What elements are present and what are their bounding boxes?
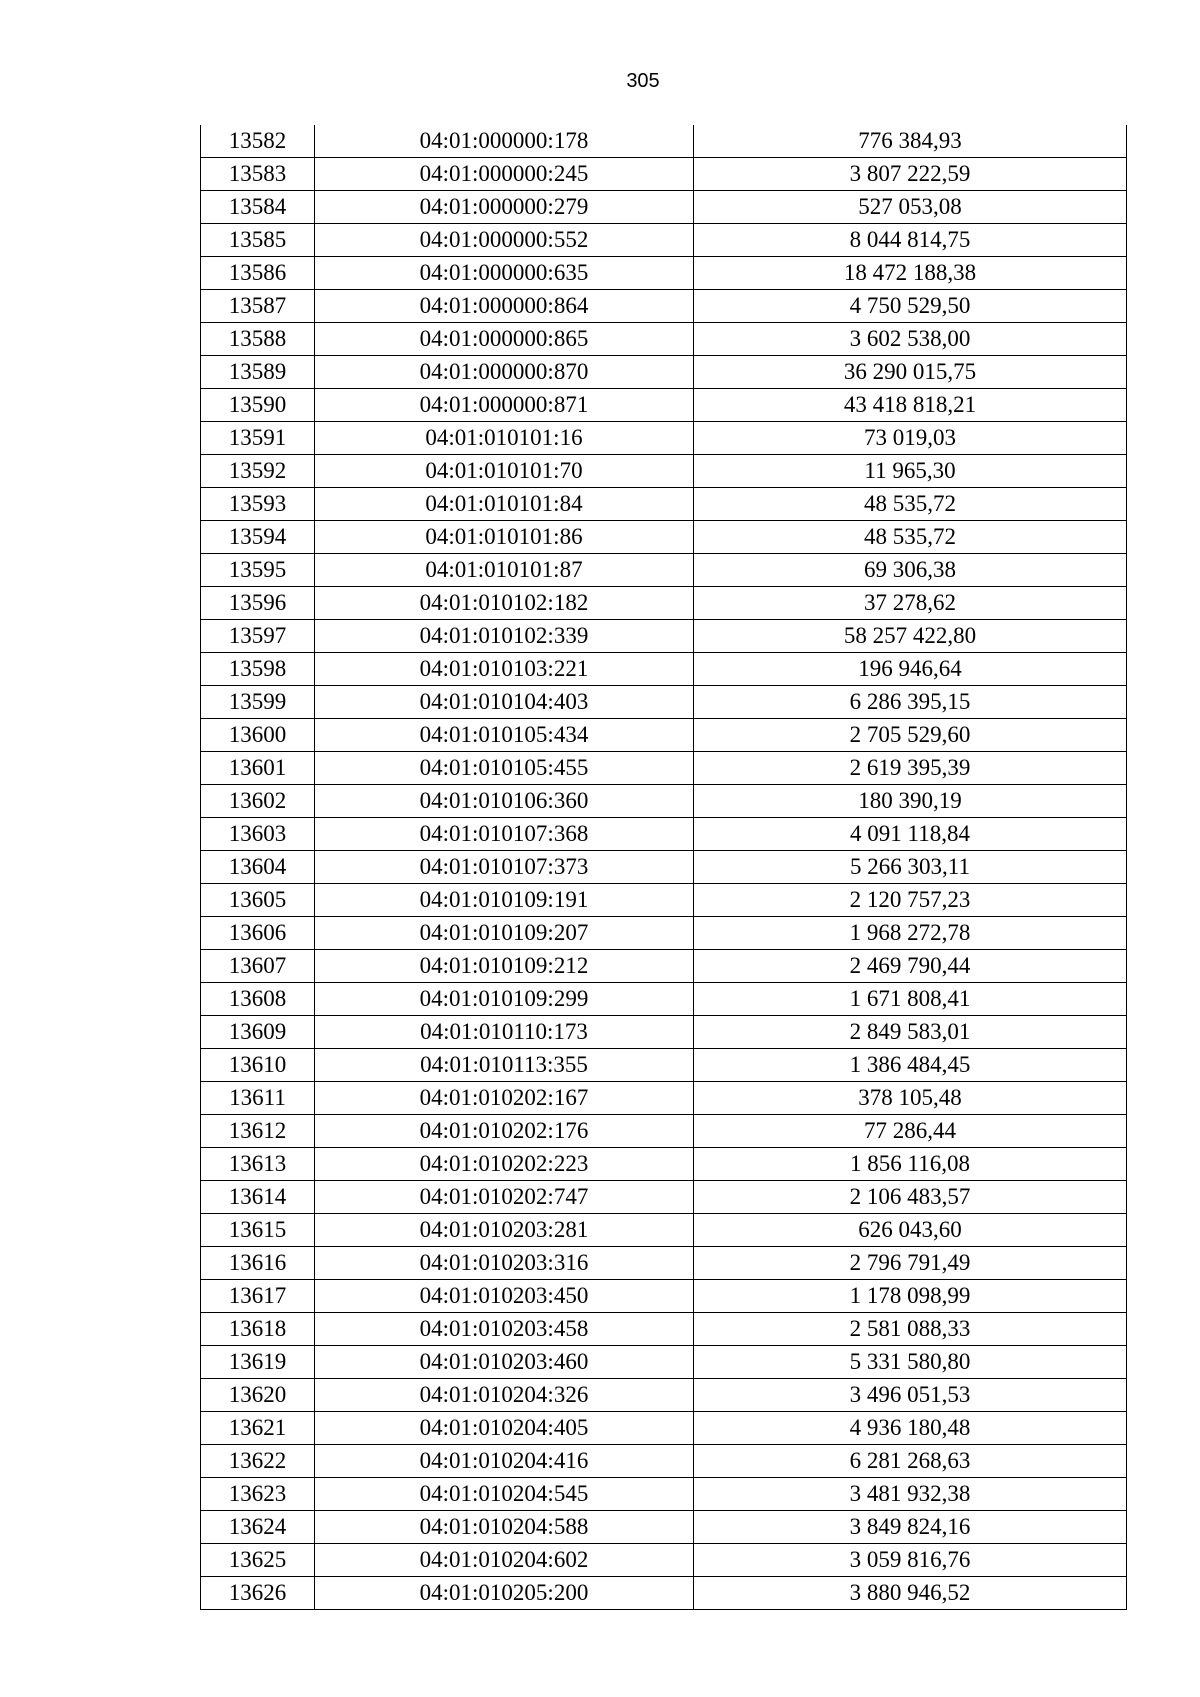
cadastral-value-cell: 5 266 303,11 (694, 851, 1127, 884)
table-row (201, 224, 1127, 257)
cadastral-number-cell: 04:01:010110:173 (315, 1016, 694, 1049)
cadastral-value-cell: 69 306,38 (694, 554, 1127, 587)
cadastral-value-cell: 2 619 395,39 (694, 752, 1127, 785)
cadastral-number-cell: 04:01:010109:212 (315, 950, 694, 983)
table-row (201, 1181, 1127, 1214)
table-row (201, 455, 1127, 488)
table-row (201, 1148, 1127, 1181)
table-row (201, 323, 1127, 356)
cadastral-number-cell: 04:01:010204:405 (315, 1412, 694, 1445)
table-row (201, 1016, 1127, 1049)
cadastral-number-cell: 04:01:010204:416 (315, 1445, 694, 1478)
row-number-cell: 13616 (201, 1247, 315, 1280)
row-number-cell: 13606 (201, 917, 315, 950)
table-row (201, 983, 1127, 1016)
cadastral-value-cell: 3 059 816,76 (694, 1544, 1127, 1577)
table-row (201, 1346, 1127, 1379)
table-row (201, 719, 1127, 752)
table-row (201, 356, 1127, 389)
row-number-cell: 13607 (201, 950, 315, 983)
cadastral-value-cell: 1 968 272,78 (694, 917, 1127, 950)
row-number-cell: 13626 (201, 1577, 315, 1610)
cadastral-value-cell: 2 581 088,33 (694, 1313, 1127, 1346)
table-row (201, 851, 1127, 884)
cadastral-number-cell: 04:01:010204:588 (315, 1511, 694, 1544)
table-row (201, 389, 1127, 422)
cadastral-number-cell: 04:01:010104:403 (315, 686, 694, 719)
cadastral-value-cell: 2 705 529,60 (694, 719, 1127, 752)
row-number-cell: 13618 (201, 1313, 315, 1346)
cadastral-number-cell: 04:01:010105:434 (315, 719, 694, 752)
table-row (201, 1082, 1127, 1115)
cadastral-value-cell: 1 386 484,45 (694, 1049, 1127, 1082)
table-row (201, 1280, 1127, 1313)
cadastral-number-cell: 04:01:010101:16 (315, 422, 694, 455)
cadastral-value-cell: 1 178 098,99 (694, 1280, 1127, 1313)
cadastral-number-cell: 04:01:010105:455 (315, 752, 694, 785)
cadastral-value-cell: 8 044 814,75 (694, 224, 1127, 257)
table-row (201, 422, 1127, 455)
row-number-cell: 13615 (201, 1214, 315, 1247)
cadastral-number-cell: 04:01:010204:602 (315, 1544, 694, 1577)
cadastral-value-cell: 196 946,64 (694, 653, 1127, 686)
row-number-cell: 13620 (201, 1379, 315, 1412)
row-number-cell: 13601 (201, 752, 315, 785)
cadastral-value-cell: 5 331 580,80 (694, 1346, 1127, 1379)
row-number-cell: 13610 (201, 1049, 315, 1082)
table-row (201, 1478, 1127, 1511)
cadastral-value-cell: 77 286,44 (694, 1115, 1127, 1148)
row-number-cell: 13603 (201, 818, 315, 851)
row-number-cell: 13591 (201, 422, 315, 455)
row-number-cell: 13613 (201, 1148, 315, 1181)
cadastral-value-cell: 58 257 422,80 (694, 620, 1127, 653)
cadastral-number-cell: 04:01:010202:176 (315, 1115, 694, 1148)
table-row (201, 1313, 1127, 1346)
cadastral-value-cell: 180 390,19 (694, 785, 1127, 818)
table-row (201, 158, 1127, 191)
cadastral-value-cell: 73 019,03 (694, 422, 1127, 455)
cadastral-number-cell: 04:01:010203:450 (315, 1280, 694, 1313)
row-number-cell: 13582 (201, 125, 315, 158)
cadastral-number-cell: 04:01:010204:545 (315, 1478, 694, 1511)
row-number-cell: 13612 (201, 1115, 315, 1148)
table-row (201, 884, 1127, 917)
row-number-cell: 13594 (201, 521, 315, 554)
table-row (201, 785, 1127, 818)
row-number-cell: 13588 (201, 323, 315, 356)
cadastral-value-cell: 2 120 757,23 (694, 884, 1127, 917)
cadastral-number-cell: 04:01:000000:870 (315, 356, 694, 389)
cadastral-number-cell: 04:01:010102:339 (315, 620, 694, 653)
table-row (201, 1379, 1127, 1412)
row-number-cell: 13621 (201, 1412, 315, 1445)
cadastral-value-cell: 1 856 116,08 (694, 1148, 1127, 1181)
cadastral-value-cell: 776 384,93 (694, 125, 1127, 158)
cadastral-number-cell: 04:01:010205:200 (315, 1577, 694, 1610)
table-row (201, 1544, 1127, 1577)
cadastral-value-cell: 36 290 015,75 (694, 356, 1127, 389)
cadastral-number-cell: 04:01:000000:635 (315, 257, 694, 290)
table-row (201, 917, 1127, 950)
row-number-cell: 13611 (201, 1082, 315, 1115)
cadastral-value-cell: 11 965,30 (694, 455, 1127, 488)
cadastral-number-cell: 04:01:010101:87 (315, 554, 694, 587)
row-number-cell: 13609 (201, 1016, 315, 1049)
cadastral-value-cell: 2 849 583,01 (694, 1016, 1127, 1049)
page-number: 305 (626, 70, 660, 92)
table-row (201, 1247, 1127, 1280)
cadastral-value-cell: 37 278,62 (694, 587, 1127, 620)
cadastral-number-cell: 04:01:010102:182 (315, 587, 694, 620)
table-row (201, 653, 1127, 686)
cadastral-number-cell: 04:01:010203:281 (315, 1214, 694, 1247)
row-number-cell: 13622 (201, 1445, 315, 1478)
cadastral-number-cell: 04:01:010103:221 (315, 653, 694, 686)
row-number-cell: 13604 (201, 851, 315, 884)
table-row (201, 686, 1127, 719)
cadastral-value-cell: 1 671 808,41 (694, 983, 1127, 1016)
cadastral-value-cell: 6 286 395,15 (694, 686, 1127, 719)
cadastral-value-cell: 2 469 790,44 (694, 950, 1127, 983)
cadastral-number-cell: 04:01:010203:316 (315, 1247, 694, 1280)
row-number-cell: 13600 (201, 719, 315, 752)
cadastral-number-cell: 04:01:000000:871 (315, 389, 694, 422)
cadastral-value-cell: 2 106 483,57 (694, 1181, 1127, 1214)
cadastral-value-cell: 6 281 268,63 (694, 1445, 1127, 1478)
cadastral-number-cell: 04:01:000000:552 (315, 224, 694, 257)
cadastral-number-cell: 04:01:010204:326 (315, 1379, 694, 1412)
table-row (201, 1577, 1127, 1610)
cadastral-number-cell: 04:01:000000:178 (315, 125, 694, 158)
cadastral-value-cell: 3 880 946,52 (694, 1577, 1127, 1610)
cadastral-number-cell: 04:01:010101:84 (315, 488, 694, 521)
cadastral-value-cell: 4 936 180,48 (694, 1412, 1127, 1445)
cadastral-number-cell: 04:01:010109:299 (315, 983, 694, 1016)
row-number-cell: 13605 (201, 884, 315, 917)
table-row (201, 1445, 1127, 1478)
cadastral-value-cell: 43 418 818,21 (694, 389, 1127, 422)
table-row (201, 191, 1127, 224)
row-number-cell: 13593 (201, 488, 315, 521)
cadastral-value-cell: 3 807 222,59 (694, 158, 1127, 191)
row-number-cell: 13625 (201, 1544, 315, 1577)
table-row (201, 521, 1127, 554)
cadastral-value-cell: 4 091 118,84 (694, 818, 1127, 851)
cadastral-value-cell: 2 796 791,49 (694, 1247, 1127, 1280)
cadastral-number-cell: 04:01:010101:86 (315, 521, 694, 554)
row-number-cell: 13590 (201, 389, 315, 422)
cadastral-value-cell: 3 481 932,38 (694, 1478, 1127, 1511)
cadastral-value-cell: 4 750 529,50 (694, 290, 1127, 323)
row-number-cell: 13595 (201, 554, 315, 587)
cadastral-number-cell: 04:01:010107:368 (315, 818, 694, 851)
cadastral-number-cell: 04:01:010202:223 (315, 1148, 694, 1181)
row-number-cell: 13586 (201, 257, 315, 290)
row-number-cell: 13617 (201, 1280, 315, 1313)
cadastral-number-cell: 04:01:010101:70 (315, 455, 694, 488)
table-row (201, 290, 1127, 323)
cadastral-value-cell: 18 472 188,38 (694, 257, 1127, 290)
row-number-cell: 13587 (201, 290, 315, 323)
row-number-cell: 13592 (201, 455, 315, 488)
row-number-cell: 13624 (201, 1511, 315, 1544)
table-row (201, 1115, 1127, 1148)
cadastral-number-cell: 04:01:000000:865 (315, 323, 694, 356)
cadastral-value-cell: 3 849 824,16 (694, 1511, 1127, 1544)
cadastral-number-cell: 04:01:010113:355 (315, 1049, 694, 1082)
cadastral-number-cell: 04:01:010203:460 (315, 1346, 694, 1379)
table-row (201, 1049, 1127, 1082)
row-number-cell: 13583 (201, 158, 315, 191)
cadastral-value-cell: 3 496 051,53 (694, 1379, 1127, 1412)
table-row (201, 1511, 1127, 1544)
row-number-cell: 13589 (201, 356, 315, 389)
cadastral-number-cell: 04:01:010109:207 (315, 917, 694, 950)
cadastral-value-cell: 3 602 538,00 (694, 323, 1127, 356)
row-number-cell: 13599 (201, 686, 315, 719)
table-row (201, 752, 1127, 785)
row-number-cell: 13602 (201, 785, 315, 818)
row-number-cell: 13623 (201, 1478, 315, 1511)
cadastral-number-cell: 04:01:000000:864 (315, 290, 694, 323)
table-row (201, 1214, 1127, 1247)
cadastral-number-cell: 04:01:010106:360 (315, 785, 694, 818)
row-number-cell: 13596 (201, 587, 315, 620)
row-number-cell: 13608 (201, 983, 315, 1016)
cadastral-value-cell: 48 535,72 (694, 488, 1127, 521)
table-row (201, 620, 1127, 653)
table-row (201, 818, 1127, 851)
table-row (201, 488, 1127, 521)
cadastral-number-cell: 04:01:010107:373 (315, 851, 694, 884)
cadastral-value-cell: 626 043,60 (694, 1214, 1127, 1247)
cadastral-value-cell: 378 105,48 (694, 1082, 1127, 1115)
table-row (201, 125, 1127, 158)
cadastral-number-cell: 04:01:010203:458 (315, 1313, 694, 1346)
table-row (201, 257, 1127, 290)
cadastral-value-table (200, 125, 1127, 1610)
table-row (201, 1412, 1127, 1445)
cadastral-number-cell: 04:01:000000:245 (315, 158, 694, 191)
table-row (201, 950, 1127, 983)
cadastral-number-cell: 04:01:010202:747 (315, 1181, 694, 1214)
row-number-cell: 13598 (201, 653, 315, 686)
row-number-cell: 13619 (201, 1346, 315, 1379)
table-body (201, 125, 1127, 1610)
row-number-cell: 13614 (201, 1181, 315, 1214)
cadastral-value-cell: 527 053,08 (694, 191, 1127, 224)
cadastral-value-cell: 48 535,72 (694, 521, 1127, 554)
cadastral-number-cell: 04:01:000000:279 (315, 191, 694, 224)
table-row (201, 587, 1127, 620)
cadastral-number-cell: 04:01:010109:191 (315, 884, 694, 917)
table-row (201, 554, 1127, 587)
row-number-cell: 13585 (201, 224, 315, 257)
cadastral-number-cell: 04:01:010202:167 (315, 1082, 694, 1115)
row-number-cell: 13597 (201, 620, 315, 653)
row-number-cell: 13584 (201, 191, 315, 224)
